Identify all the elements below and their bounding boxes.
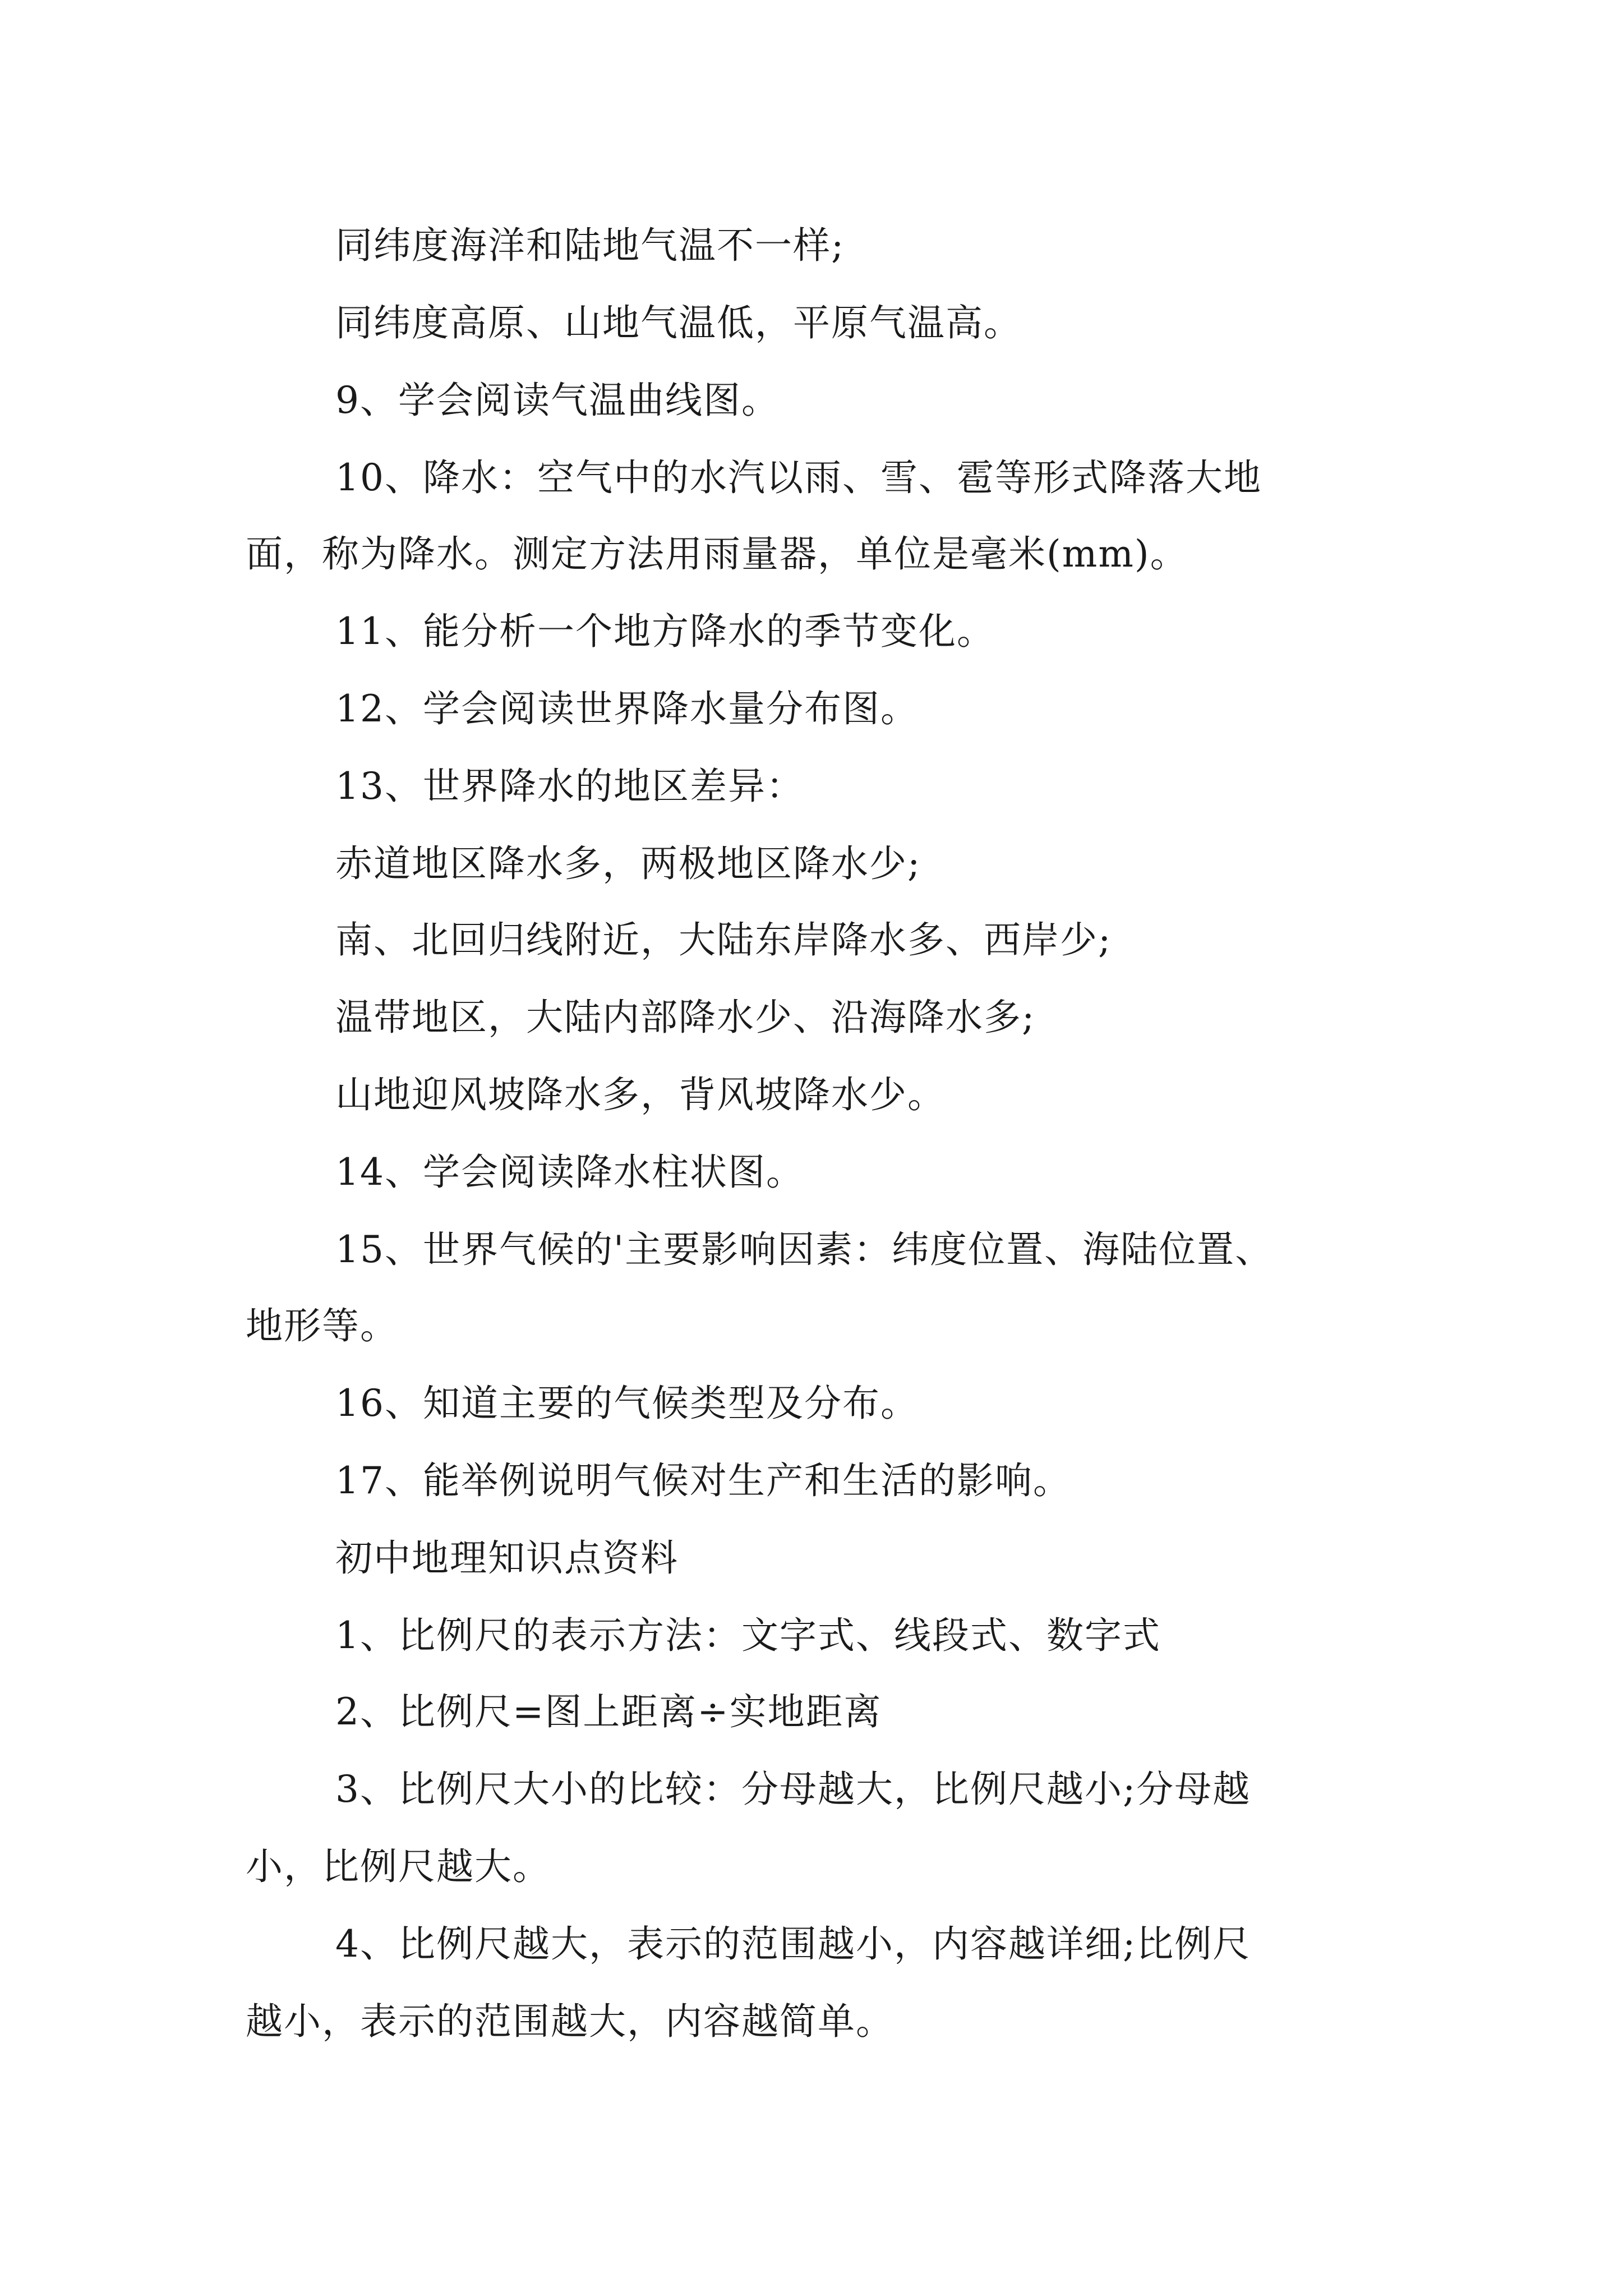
- text-line: 16、知道主要的气候类型及分布。: [335, 1382, 919, 1425]
- text-line: 14、学会阅读降水柱状图。: [335, 1151, 804, 1194]
- text-line: 越小，表示的范围越大，内容越简单。: [246, 2000, 894, 2043]
- text-line: 3、比例尺大小的比较：分母越大，比例尺越小;分母越: [335, 1768, 1251, 1811]
- text-line: 13、世界降水的地区差异：: [335, 765, 804, 808]
- text-line: 2、比例尺=图上距离÷实地距离: [335, 1690, 882, 1733]
- text-line: 面，称为降水。测定方法用雨量器，单位是毫米(mm)。: [246, 532, 1188, 576]
- text-line: 小，比例尺越大。: [246, 1845, 551, 1888]
- text-line: 9、学会阅读气温曲线图。: [335, 379, 780, 422]
- text-line: 同纬度高原、山地气温低，平原气温高。: [335, 301, 1022, 344]
- text-line: 南、北回归线附近，大陆东岸降水多、西岸少;: [335, 918, 1112, 961]
- text-line: 17、能举例说明气候对生产和生活的影响。: [335, 1459, 1071, 1502]
- text-line: 同纬度海洋和陆地气温不一样;: [335, 224, 845, 267]
- text-line: 地形等。: [246, 1304, 398, 1347]
- text-line: 11、能分析一个地方降水的季节变化。: [335, 610, 995, 653]
- section-heading: 初中地理知识点资料: [335, 1536, 679, 1580]
- text-line: 15、世界气候的'主要影响因素：纬度位置、海陆位置、: [335, 1228, 1274, 1271]
- text-line: 1、比例尺的表示方法：文字式、线段式、数字式: [335, 1614, 1161, 1657]
- text-line: 山地迎风坡降水多，背风坡降水少。: [335, 1073, 946, 1116]
- text-line: 温带地区，大陆内部降水少、沿海降水多;: [335, 996, 1036, 1039]
- text-line: 4、比例尺越大，表示的范围越小，内容越详细;比例尺: [335, 1922, 1251, 1966]
- text-line: 10、降水：空气中的水汽以雨、雪、雹等形式降落大地: [335, 456, 1262, 499]
- text-line: 12、学会阅读世界降水量分布图。: [335, 687, 919, 730]
- text-line: 赤道地区降水多，两极地区降水少;: [335, 842, 921, 885]
